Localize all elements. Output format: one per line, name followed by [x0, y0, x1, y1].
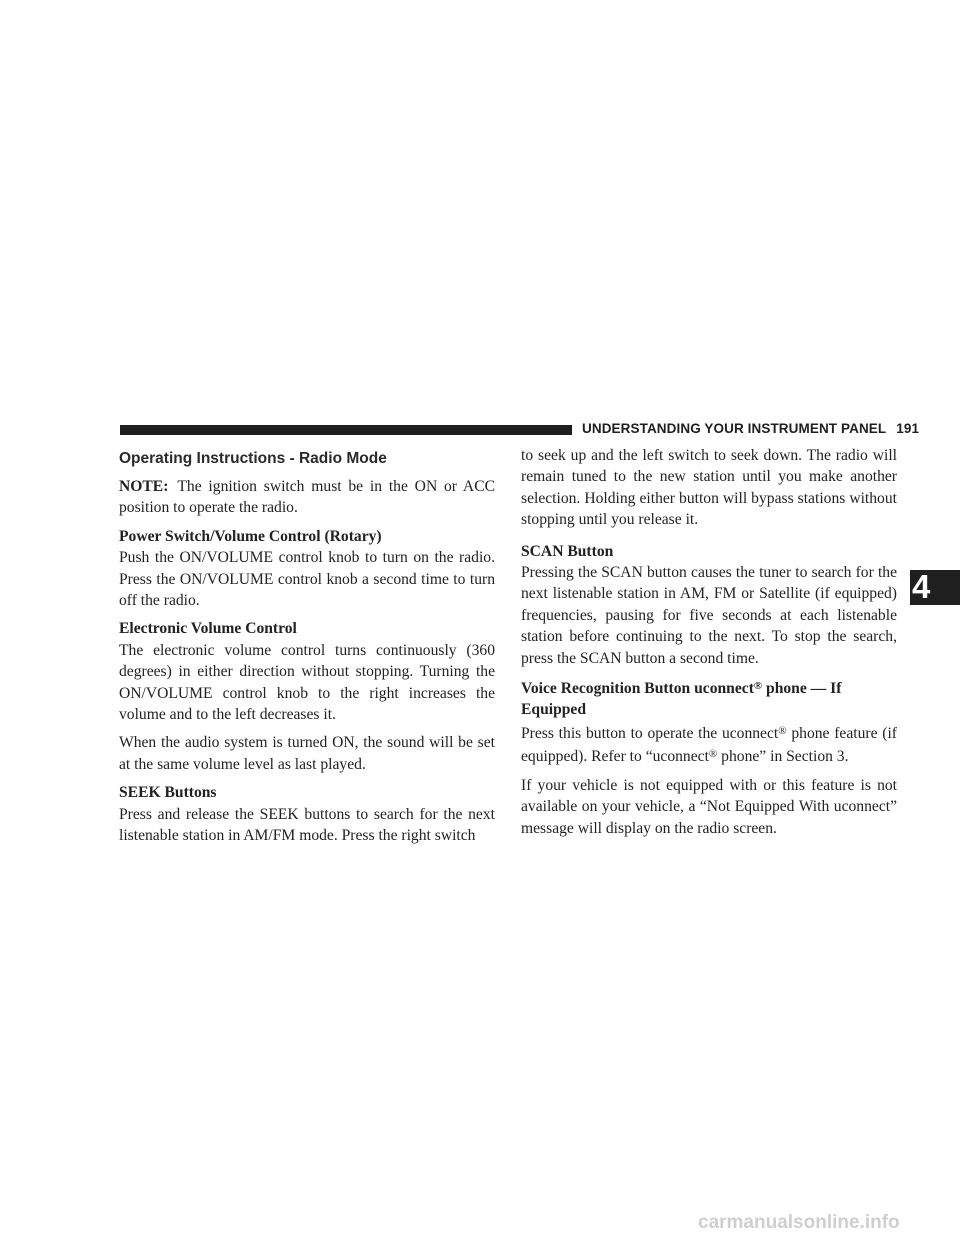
evc-heading: Electronic Volume Control: [119, 620, 297, 638]
registered-mark: ®: [708, 748, 718, 761]
audio-on-paragraph: When the audio system is turned ON, the sound will be set at the same volume level as last played.: [119, 734, 495, 773]
registered-mark: ®: [778, 724, 787, 737]
chapter-number: 4: [912, 568, 931, 605]
scan-heading: SCAN Button: [521, 542, 614, 560]
note-text: The ignition switch must be in the ON or ACC position to operate the radio.: [119, 478, 495, 517]
seek-text: Press and release the SEEK buttons to search for the next listenable station in AM/FM mode. Press the right switch: [119, 805, 495, 845]
evc-paragraph: [119, 618, 495, 725]
voice-text-part-a: Press this button to operate the uconnect: [521, 724, 779, 742]
header-section-title: UNDERSTANDING YOUR INSTRUMENT PANEL: [582, 421, 887, 436]
voice-paragraph: [521, 676, 897, 768]
evc-text: The electronic volume control turns continuously (360 degrees) in either direction without stopping. Turning the ON/VOLUME control knob to the right increases the volume and to the left decreases it.: [119, 641, 495, 724]
seek-paragraph: [119, 782, 495, 846]
scan-text: Pressing the SCAN button causes the tuner to search for the next listenable station in AM, FM or Satellite (if equipped) frequencies, pausing for five seconds at each listenable station before continuing to the next. To stop the search, press the SCAN button a second time.: [521, 564, 897, 667]
voice-heading-part-a: Voice Recognition Button uconnect: [521, 680, 754, 698]
not-equipped-paragraph: If your vehicle is not equipped with or this feature is not available on your vehicle, a “Not Equipped With uconnect” message will display on the radio screen.: [521, 776, 897, 837]
voice-heading-part-b: phone — If Equipped: [521, 680, 842, 719]
note-label: NOTE:: [119, 478, 169, 495]
voice-text-part-c: phone” in Section 3.: [717, 748, 849, 766]
power-heading: Power Switch/Volume Control (Rotary): [119, 527, 382, 545]
power-text: Push the ON/VOLUME control knob to turn on the radio. Press the ON/VOLUME control knob a second time to turn off the radio.: [119, 549, 495, 610]
voice-heading: [521, 676, 897, 721]
scan-paragraph: [521, 541, 897, 669]
seek-continued-paragraph: to seek up and the left switch to seek down. The radio will remain tuned to the new station until you make another selection. Holding either button will bypass stations without stopping until you release it.: [521, 447, 897, 529]
seek-heading: SEEK Buttons: [119, 784, 217, 802]
section-title: Operating Instructions - Radio Mode: [119, 450, 387, 467]
registered-mark: ®: [753, 680, 763, 693]
page-number: 191: [896, 421, 920, 436]
right-column: [521, 445, 897, 846]
power-paragraph: [119, 526, 495, 612]
header-rule: [120, 425, 572, 435]
voice-text: [521, 725, 897, 765]
running-header: [582, 421, 919, 436]
voice-text-part-b: phone feature (if equipped). Refer to “uconnect: [521, 724, 897, 766]
left-column: [119, 448, 495, 854]
watermark: carmanualsonline.info: [698, 1212, 900, 1233]
note-paragraph: [119, 476, 495, 519]
